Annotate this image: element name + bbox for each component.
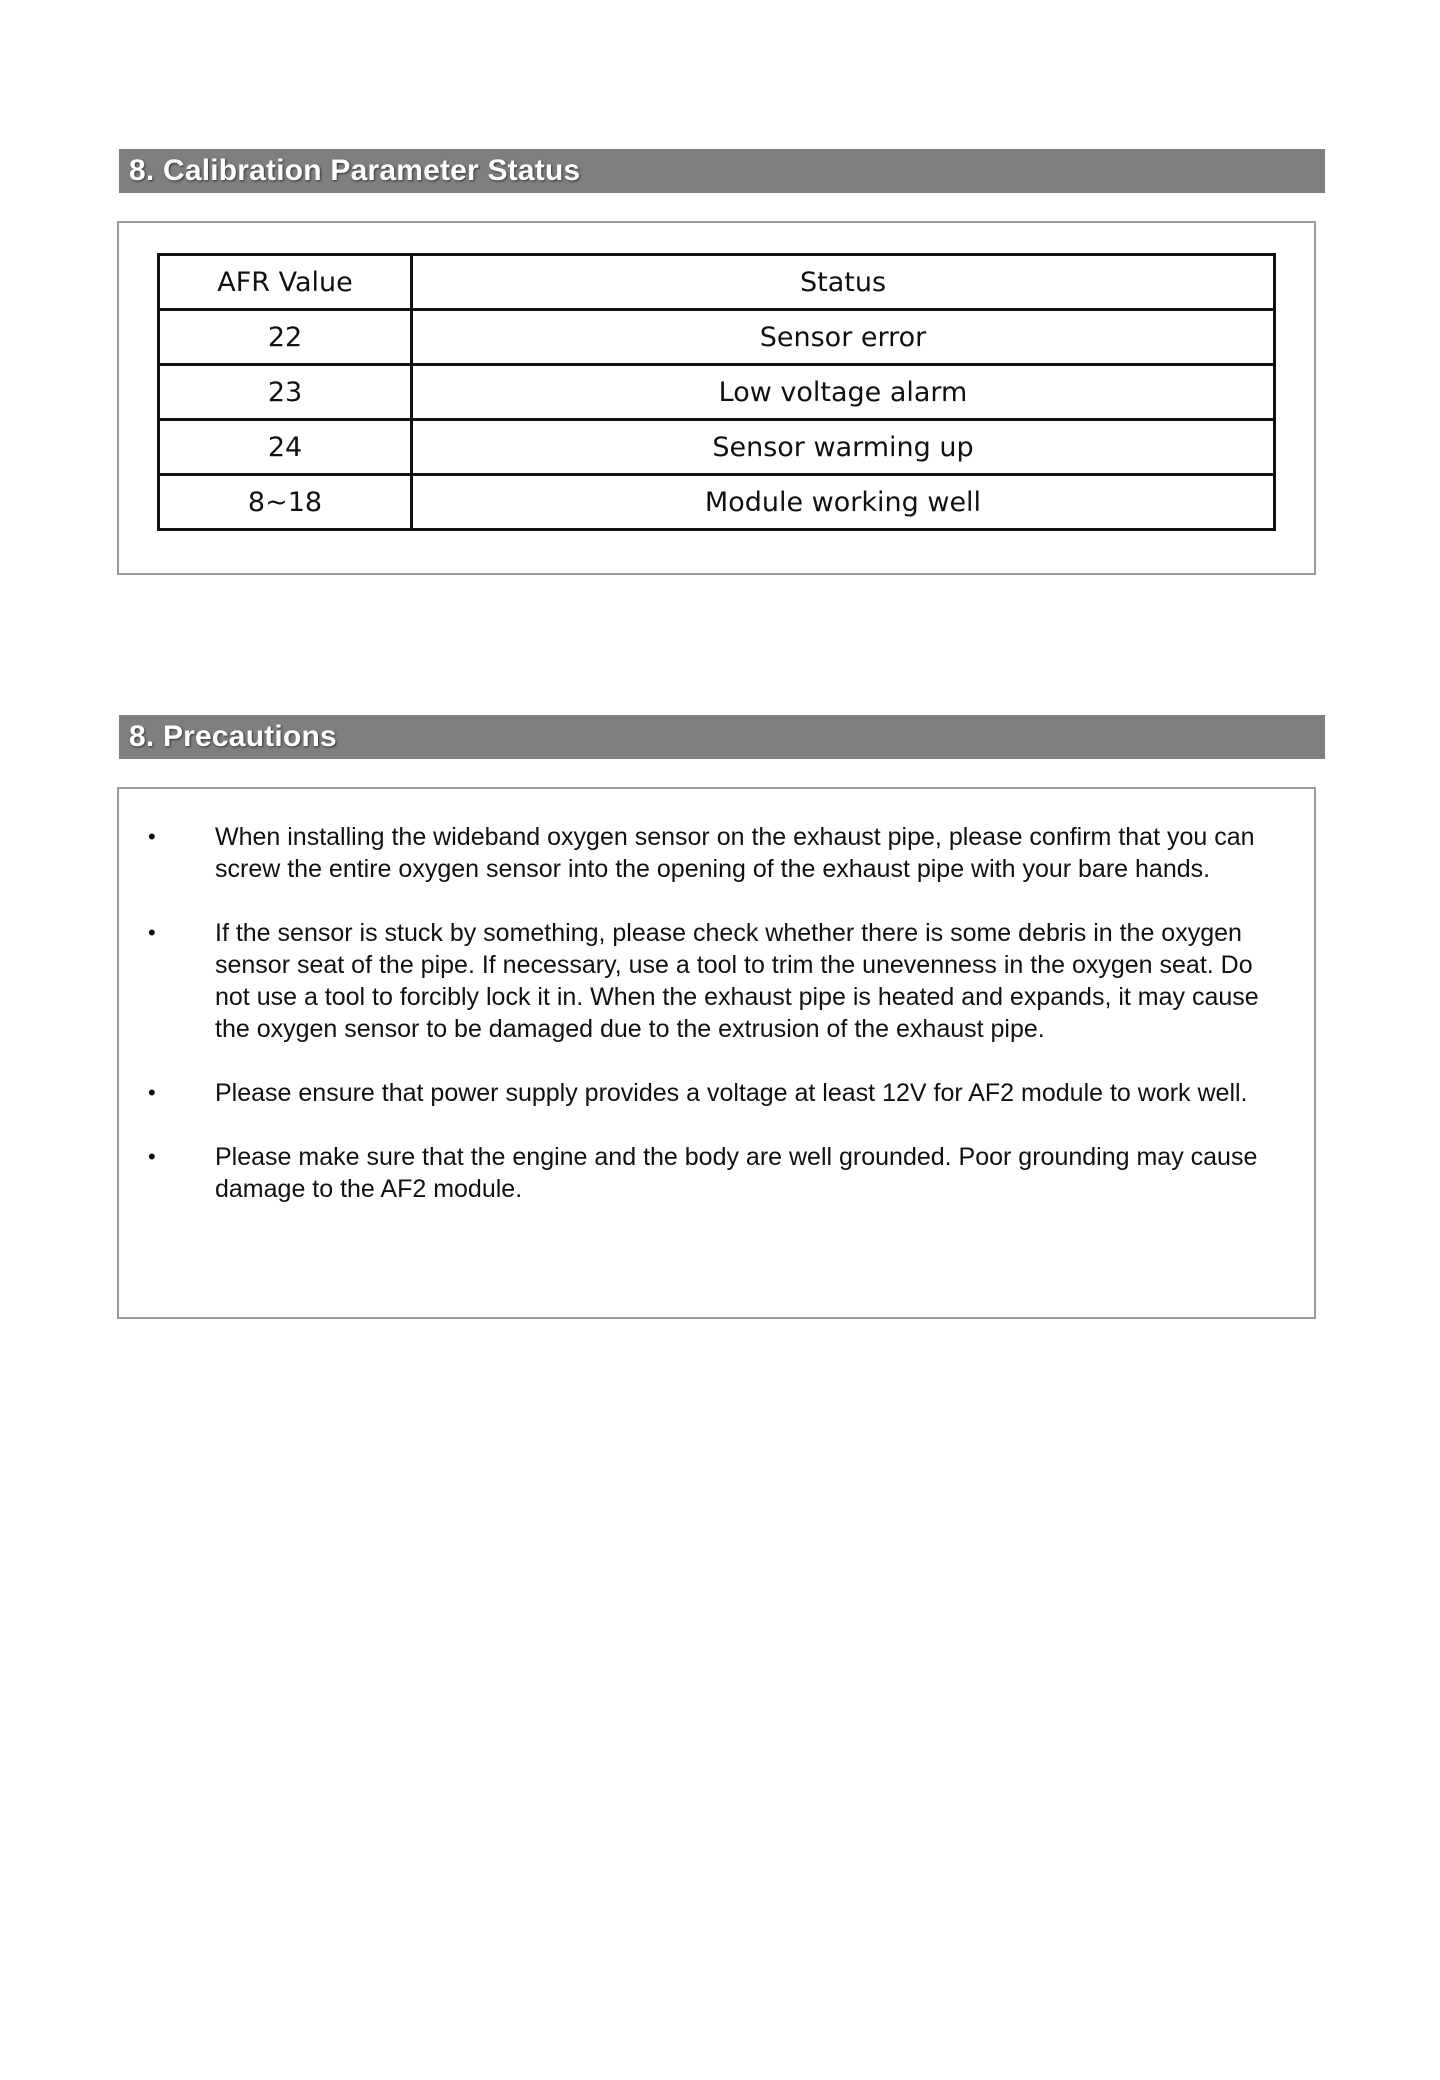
table-row — [159, 310, 1275, 365]
calibration-table-panel — [117, 221, 1316, 575]
bullet-icon: • — [148, 920, 156, 945]
bullet-icon: • — [148, 1144, 156, 1169]
list-item — [119, 917, 1314, 1045]
precaution-text: Please ensure that power supply provides a voltage at least 12V for AF2 module to work well. — [215, 1079, 1248, 1107]
column-header-status: Status — [412, 255, 1275, 310]
table-row — [159, 420, 1275, 475]
table-header-row — [159, 255, 1275, 310]
list-item — [119, 1077, 1314, 1109]
section-heading-calibration: 8. Calibration Parameter Status — [119, 149, 1325, 193]
status-cell: Sensor warming up — [412, 420, 1275, 475]
table-row — [159, 475, 1275, 530]
bullet-icon: • — [148, 824, 156, 849]
precaution-text: Please make sure that the engine and the body are well grounded. Poor grounding may cause damage to the AF2 module. — [215, 1143, 1258, 1203]
calibration-status-table — [157, 253, 1276, 531]
column-header-afr-value: AFR Value — [159, 255, 412, 310]
afr-value-cell: 22 — [159, 310, 412, 365]
afr-value-cell: 24 — [159, 420, 412, 475]
list-item — [119, 1141, 1314, 1205]
afr-value-cell: 8~18 — [159, 475, 412, 530]
precautions-list — [119, 821, 1314, 1237]
afr-value-cell: 23 — [159, 365, 412, 420]
precautions-panel — [117, 787, 1316, 1319]
section-heading-precautions: 8. Precautions — [119, 715, 1325, 759]
bullet-icon: • — [148, 1080, 156, 1105]
status-cell: Sensor error — [412, 310, 1275, 365]
precaution-text: When installing the wideband oxygen sensor on the exhaust pipe, please confirm that you can screw the entire oxygen sensor into the opening of the exhaust pipe with your bare hands. — [215, 823, 1255, 883]
status-cell: Module working well — [412, 475, 1275, 530]
table-row — [159, 365, 1275, 420]
list-item — [119, 821, 1314, 885]
precaution-text: If the sensor is stuck by something, please check whether there is some debris in the oxygen sensor seat of the pipe. If necessary, use a tool to trim the unevenness in the oxygen seat. Do not use a tool to forcibly lock it in. When the exhaust pipe is heated and expands, it may cause the oxygen sensor to be damaged due to the extrusion of the exhaust pipe. — [215, 919, 1259, 1043]
status-cell: Low voltage alarm — [412, 365, 1275, 420]
